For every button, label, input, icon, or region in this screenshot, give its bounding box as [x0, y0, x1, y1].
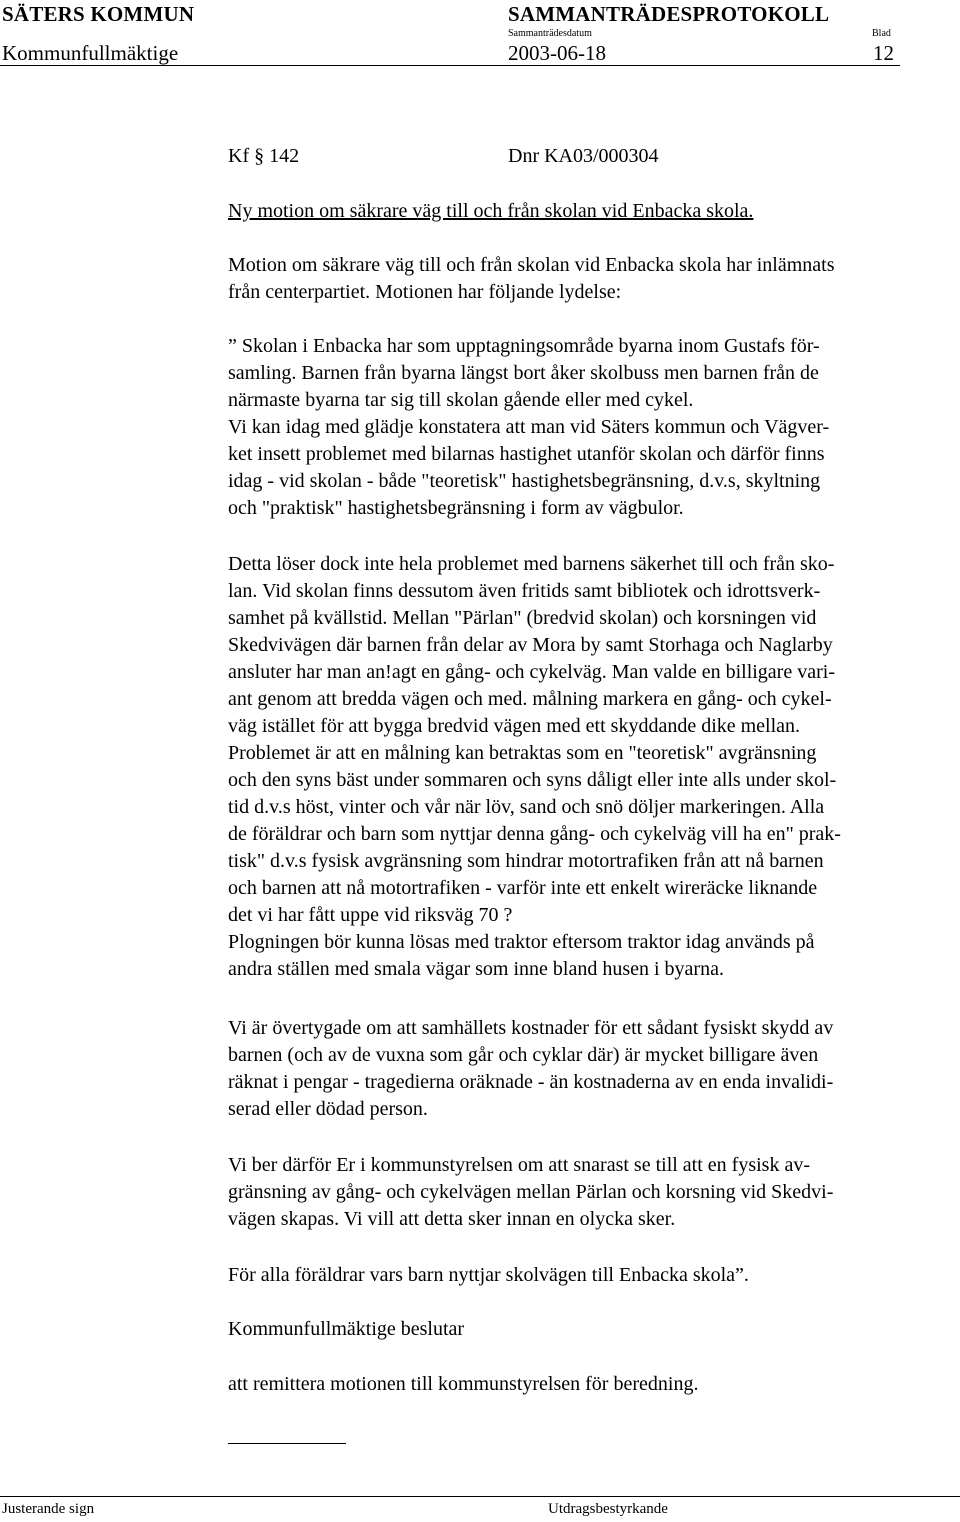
- text-line: tid d.v.s höst, vinter och vår när löv, sand och snö döljer markeringen. Alla: [228, 796, 825, 818]
- text-line: det vi har fått uppe vid riksväg 70 ?: [228, 904, 513, 926]
- text-line: och barnen att nå motortrafiken - varför inte ett enkelt wireräcke liknande: [228, 877, 818, 899]
- text-line: Detta löser dock inte hela problemet med barnens säkerhet till och från sko-: [228, 553, 835, 575]
- text-line: ket insett problemet med bilarnas hastighet utanför skolan och därför finns: [228, 443, 825, 465]
- meeting-date: 2003-06-18: [508, 41, 606, 65]
- org-name: SÄTERS KOMMUN: [2, 2, 195, 26]
- text-line: räknat i pengar - tragedierna oräknade - än kostnaderna av en enda invalidi-: [228, 1071, 834, 1093]
- text-line: ant genom att bredda vägen och med. målning markera en gång- och cykel-: [228, 688, 832, 710]
- body-name: Kommunfullmäktige: [2, 41, 179, 65]
- text-line: samhet på kvällstid. Mellan "Pärlan" (bredvid skolan) och korsningen vid: [228, 607, 817, 629]
- footer-certification-label: Utdragsbestyrkande: [548, 1501, 668, 1517]
- text-line: väg istället för att bygga bredvid vägen med ett skyddande dike mellan.: [228, 715, 801, 737]
- motion-paragraph-2: [228, 551, 928, 983]
- text-line: Problemet är att en målning kan betraktas som en "teoretisk" avgränsning: [228, 742, 817, 764]
- page-label: Blad: [872, 28, 891, 39]
- text-line: Plogningen bör kunna lösas med traktor eftersom traktor idag används på: [228, 931, 815, 953]
- text-line: Skedvivägen där barnen från delar av Mora by samt Storhaga och Naglarby: [228, 634, 833, 656]
- case-title: Ny motion om säkrare väg till och från skolan vid Enbacka skola.: [228, 200, 754, 222]
- motion-paragraph-3: [228, 1015, 928, 1123]
- text-line: gränsning av gång- och cykelvägen mellan Pärlan och korsning vid Skedvi-: [228, 1181, 834, 1203]
- text-line: Vi ber därför Er i kommunstyrelsen om att snarast se till att en fysisk av-: [228, 1154, 810, 1176]
- footer-rule: [0, 1496, 960, 1497]
- motion-quote: [228, 333, 928, 522]
- text-line: närmaste byarna tar sig till skolan gående eller med cykel.: [228, 389, 694, 411]
- page-number: 12: [873, 41, 894, 65]
- text-line: Motion om säkrare väg till och från skolan vid Enbacka skola har inlämnats: [228, 254, 835, 276]
- text-line: lan. Vid skolan finns dessutom även fritids samt bibliotek och idrottsverk-: [228, 580, 821, 602]
- text-line: från centerpartiet. Motionen har följande lydelse:: [228, 281, 622, 303]
- text-line: Vi är övertygade om att samhällets kostnader för ett sådant fysiskt skydd av: [228, 1017, 834, 1039]
- text-line: ansluter har man an!agt en gång- och cykelväg. Man valde en billigare vari-: [228, 661, 835, 683]
- header-rule: [0, 65, 900, 66]
- end-rule: [228, 1443, 346, 1444]
- text-line: serad eller dödad person.: [228, 1098, 428, 1120]
- motion-paragraph-4: [228, 1152, 928, 1233]
- text-line: och den syns bäst under sommaren och syns dåligt eller inte alls under skol-: [228, 769, 837, 791]
- date-label: Sammanträdesdatum: [508, 28, 592, 39]
- decision-heading: Kommunfullmäktige beslutar: [228, 1318, 465, 1340]
- text-line: samling. Barnen från byarna längst bort åker skolbuss men barnen från de: [228, 362, 819, 384]
- case-number: Kf § 142: [228, 145, 300, 167]
- text-line: de föräldrar och barn som nyttjar denna gång- och cykelväg vill ha en" prak-: [228, 823, 841, 845]
- text-line: andra ställen med smala vägar som inne bland husen i byarna.: [228, 958, 724, 980]
- dnr: Dnr KA03/000304: [508, 145, 659, 167]
- motion-signature: För alla föräldrar vars barn nyttjar skolvägen till Enbacka skola”.: [228, 1264, 749, 1286]
- text-line: och "praktisk" hastighetsbegränsning i form av vägbulor.: [228, 497, 684, 519]
- intro-paragraph: [228, 252, 928, 306]
- text-line: ” Skolan i Enbacka har som upptagningsområde byarna inom Gustafs för-: [228, 335, 820, 357]
- text-line: idag - vid skolan - både "teoretisk" hastighetsbegränsning, d.v.s, skyltning: [228, 470, 821, 492]
- decision-text: att remittera motionen till kommunstyrelsen för beredning.: [228, 1373, 699, 1395]
- text-line: tisk" d.v.s fysisk avgränsning som hindrar motortrafiken från att nå barnen: [228, 850, 824, 872]
- text-line: barnen (och av de vuxna som går och cyklar där) är mycket billigare även: [228, 1044, 819, 1066]
- doc-type: SAMMANTRÄDESPROTOKOLL: [508, 2, 830, 26]
- text-line: Vi kan idag med glädje konstatera att man vid Säters kommun och Vägver-: [228, 416, 830, 438]
- text-line: vägen skapas. Vi vill att detta sker innan en olycka sker.: [228, 1208, 676, 1230]
- footer-sign-label: Justerande sign: [2, 1501, 95, 1517]
